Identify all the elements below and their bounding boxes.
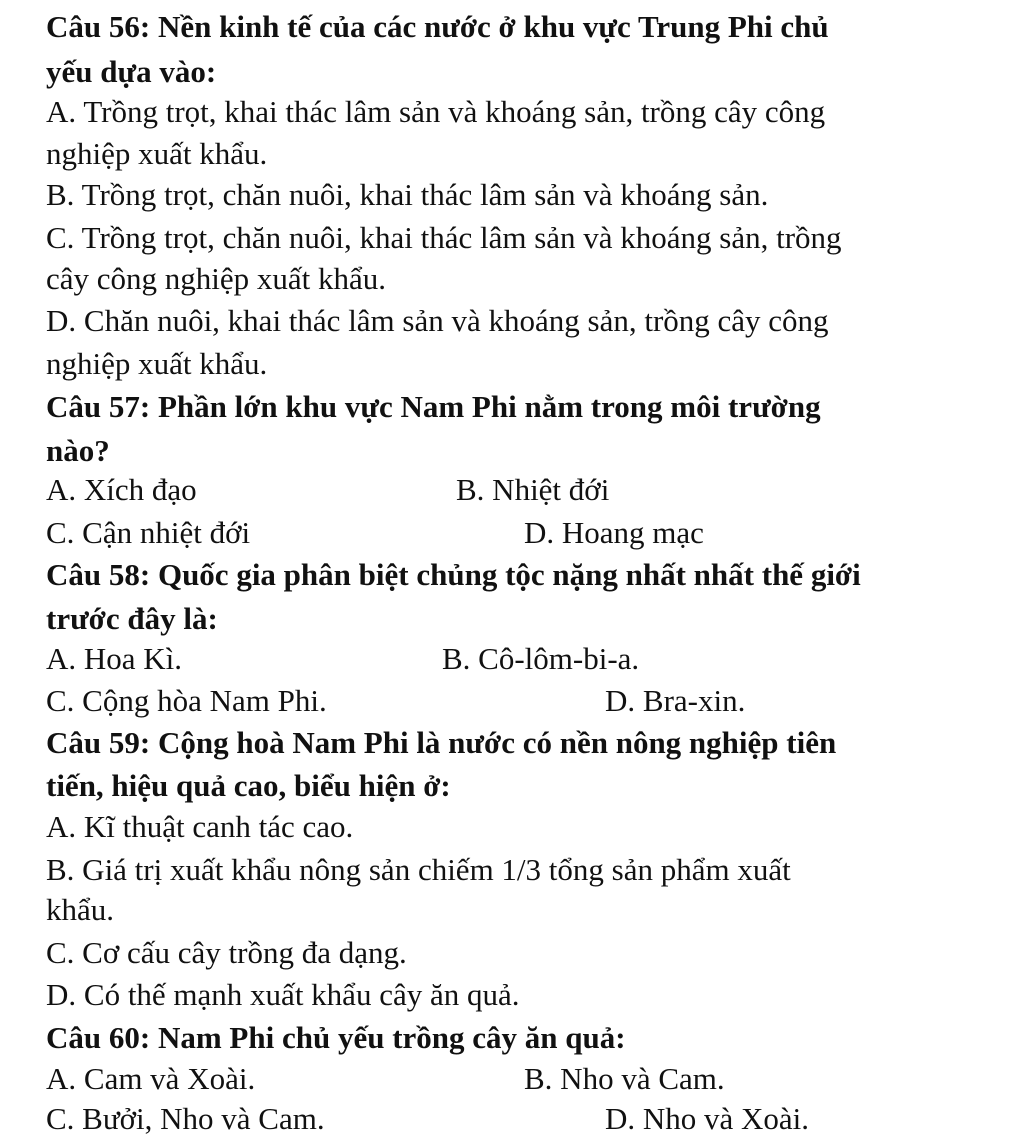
question-60-option-a: A. Cam và Xoài. xyxy=(46,1061,256,1096)
question-59-option-a: A. Kĩ thuật canh tác cao. xyxy=(46,809,354,844)
question-60-title: Câu 60: Nam Phi chủ yếu trồng cây ăn quả: xyxy=(46,1020,626,1055)
question-56-option-a: A. Trồng trọt, khai thác lâm sản và khoáng sản, trồng cây công xyxy=(46,94,826,129)
question-57-option-d: D. Hoang mạc xyxy=(524,515,704,550)
question-57-title: Câu 57: Phần lớn khu vực Nam Phi nằm trong môi trường xyxy=(46,389,821,424)
question-58-option-b: B. Cô-lôm-bi-a. xyxy=(442,641,640,676)
question-58-option-a: A. Hoa Kì. xyxy=(46,641,183,676)
question-59-title: Câu 59: Cộng hoà Nam Phi là nước có nền nông nghiệp tiên xyxy=(46,725,837,760)
question-57-option-b: B. Nhiệt đới xyxy=(456,472,610,507)
question-59-option-d: D. Có thế mạnh xuất khẩu cây ăn quả. xyxy=(46,977,520,1012)
question-56-option-c-cont: cây công nghiệp xuất khẩu. xyxy=(46,261,387,296)
question-60-option-d: D. Nho và Xoài. xyxy=(605,1101,810,1136)
question-57-option-c: C. Cận nhiệt đới xyxy=(46,515,251,550)
question-58-title: Câu 58: Quốc gia phân biệt chủng tộc nặng nhất nhất thế giới xyxy=(46,557,861,592)
question-58-title-cont: trước đây là: xyxy=(46,601,218,636)
question-56-title-cont: yếu dựa vào: xyxy=(46,54,217,89)
question-56-option-d-cont: nghiệp xuất khẩu. xyxy=(46,346,268,381)
question-58-option-d: D. Bra-xin. xyxy=(605,683,746,718)
question-56-option-c: C. Trồng trọt, chăn nuôi, khai thác lâm sản và khoáng sản, trồng xyxy=(46,220,842,255)
question-57-title-cont: nào? xyxy=(46,433,110,468)
question-56-option-b: B. Trồng trọt, chăn nuôi, khai thác lâm sản và khoáng sản. xyxy=(46,177,769,212)
question-59-option-b-cont: khẩu. xyxy=(46,892,115,927)
question-56-option-d: D. Chăn nuôi, khai thác lâm sản và khoáng sản, trồng cây công xyxy=(46,303,829,338)
question-59-option-b: B. Giá trị xuất khẩu nông sản chiếm 1/3 tổng sản phẩm xuất xyxy=(46,852,791,887)
question-59-option-c: C. Cơ cấu cây trồng đa dạng. xyxy=(46,935,407,970)
question-59-title-cont: tiến, hiệu quả cao, biểu hiện ở: xyxy=(46,768,451,803)
question-57-option-a: A. Xích đạo xyxy=(46,472,197,507)
question-56-option-a-cont: nghiệp xuất khẩu. xyxy=(46,136,268,171)
question-60-option-c: C. Bưởi, Nho và Cam. xyxy=(46,1101,325,1136)
question-58-option-c: C. Cộng hòa Nam Phi. xyxy=(46,683,327,718)
question-60-option-b: B. Nho và Cam. xyxy=(524,1061,725,1096)
question-56-title: Câu 56: Nền kinh tế của các nước ở khu vực Trung Phi chủ xyxy=(46,9,829,44)
